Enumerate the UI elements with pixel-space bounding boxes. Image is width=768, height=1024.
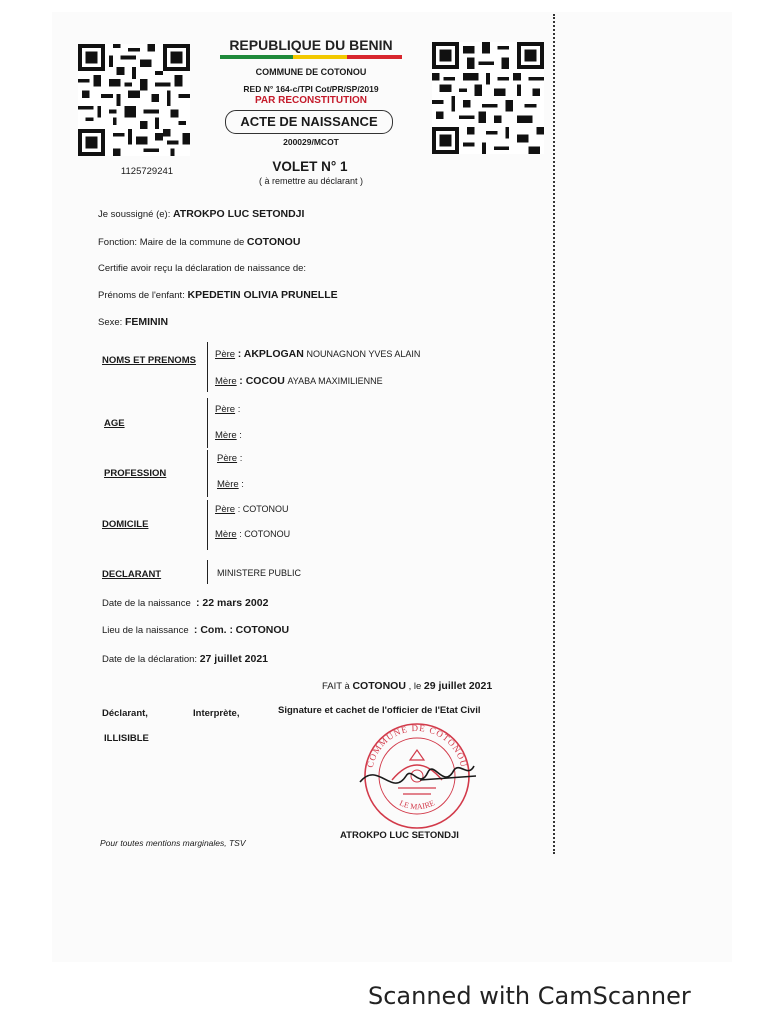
domicile-mother-label: Mère xyxy=(215,529,237,540)
profession-mother-value: : xyxy=(241,479,244,490)
fait-sep: , le xyxy=(408,681,422,692)
flag-stripe xyxy=(220,55,402,59)
names-mother-row: Mère : COCOU AYABA MAXIMILIENNE xyxy=(215,375,383,387)
domicile-mother-row xyxy=(215,529,290,540)
age-father-value: : xyxy=(237,404,241,415)
age-mother-value: : xyxy=(239,430,242,441)
marginal-note: Pour toutes mentions marginales, TSV xyxy=(100,838,246,848)
act-number: 200029/MCOT xyxy=(283,137,339,147)
domicile-bracket xyxy=(207,500,208,550)
names-father-surname: AKPLOGAN xyxy=(243,348,304,360)
function-label: Fonction: Maire de la commune de xyxy=(98,237,245,248)
function-row xyxy=(98,236,300,248)
names-father-given: NOUNAGNON YVES ALAIN xyxy=(306,349,421,359)
child-value: KPEDETIN OLIVIA PRUNELLE xyxy=(187,289,338,301)
seal-ring-text-top: COMMUNE DE COTONOU xyxy=(364,722,470,769)
domicile-mother-value: : COTONOU xyxy=(239,529,291,539)
perforation-line xyxy=(553,14,555,854)
age-father-row xyxy=(215,404,240,415)
birth-place-prefix: : Com. : xyxy=(193,624,233,636)
act-title: ACTE DE NAISSANCE xyxy=(240,114,378,129)
svg-text:COMMUNE DE COTONOU xyxy=(365,723,469,769)
volet-title: VOLET N° 1 xyxy=(272,159,348,174)
age-father-label: Père xyxy=(215,404,236,415)
scanner-watermark: Scanned with CamScanner xyxy=(368,982,691,1010)
profession-mother-label: Mère xyxy=(217,479,239,490)
left-qr-number: 1125729241 xyxy=(120,166,174,177)
profession-mother-row xyxy=(217,479,244,490)
profession-father-label: Père xyxy=(217,453,238,464)
birth-date-label: Date de la naissance xyxy=(102,598,191,609)
reconstitution-label: PAR RECONSTITUTION xyxy=(254,95,368,106)
profession-bracket xyxy=(207,450,208,497)
names-father-label: Père xyxy=(215,349,236,360)
sex-value: FEMININ xyxy=(124,316,169,328)
names-section-label: NOMS ET PRENOMS xyxy=(102,355,196,366)
official-seal xyxy=(358,720,476,835)
age-mother-row xyxy=(215,430,242,441)
profession-section-label: PROFESSION xyxy=(104,468,167,479)
declaration-date-label: Date de la déclaration: xyxy=(102,654,198,665)
officer-signature-label: Signature et cachet de l'officier de l'Etat Civil xyxy=(278,705,481,716)
interpreter-label: Interprète, xyxy=(193,708,240,719)
age-section-label: AGE xyxy=(104,418,125,429)
declarant-value: MINISTERE PUBLIC xyxy=(217,568,302,578)
birth-place-value: COTONOU xyxy=(235,624,290,636)
illisible-label: ILLISIBLE xyxy=(104,733,149,744)
qr-code-right xyxy=(432,42,544,154)
names-bracket xyxy=(207,342,208,392)
undersigned-value: ATROKPO LUC SETONDJI xyxy=(172,208,305,220)
fait-label: FAIT à xyxy=(322,681,350,692)
birth-date-row xyxy=(102,597,268,609)
birth-place-label: Lieu de la naissance xyxy=(102,625,189,636)
certifies-text: Certifie avoir reçu la déclaration de naissance de: xyxy=(98,263,307,274)
reference-number: RED N° 164-c/TPI Cot/PR/SP/2019 xyxy=(243,84,379,94)
domicile-father-row xyxy=(215,504,289,515)
officer-name: ATROKPO LUC SETONDJI xyxy=(340,830,459,841)
names-mother-given: AYABA MAXIMILIENNE xyxy=(287,376,383,386)
act-title-box xyxy=(225,110,393,134)
domicile-father-value: : COTONOU xyxy=(237,504,289,514)
names-mother-label: Mère xyxy=(215,376,237,387)
fait-place: COTONOU xyxy=(352,680,406,692)
svg-text:LE MAIRE xyxy=(398,798,436,811)
fait-date: 29 juillet 2021 xyxy=(423,680,493,692)
declarant-bracket xyxy=(207,560,208,584)
function-value: COTONOU xyxy=(246,236,301,248)
qr-code-left xyxy=(78,42,190,158)
names-father-row: Père : AKPLOGAN NOUNAGNON YVES ALAIN xyxy=(215,348,421,360)
child-label: Prénoms de l'enfant: xyxy=(98,290,185,301)
birth-date-value: : 22 mars 2002 xyxy=(196,597,269,609)
commune-title: COMMUNE DE COTONOU xyxy=(255,67,367,77)
country-title: REPUBLIQUE DU BENIN xyxy=(229,37,393,53)
declaration-date-row xyxy=(102,653,268,665)
domicile-section-label: DOMICILE xyxy=(102,519,149,530)
domicile-father-label: Père xyxy=(215,504,236,515)
fait-row xyxy=(322,680,492,692)
declaration-date-value: 27 juillet 2021 xyxy=(199,653,268,665)
child-row xyxy=(98,289,338,301)
profession-father-value: : xyxy=(239,453,243,464)
seal-ring-text-bottom: LE MAIRE xyxy=(398,798,436,812)
undersigned-label: Je soussigné (e): xyxy=(98,209,171,220)
age-mother-label: Mère xyxy=(215,430,237,441)
undersigned-row xyxy=(98,208,304,220)
profession-father-row xyxy=(217,453,242,464)
age-bracket xyxy=(207,398,208,448)
birth-place-row xyxy=(102,624,289,636)
sex-label: Sexe: xyxy=(98,317,123,328)
sex-row xyxy=(98,316,168,328)
names-mother-surname: COCOU xyxy=(245,375,285,387)
declarant-section-label: DECLARANT xyxy=(102,569,162,580)
volet-note: ( à remettre au déclarant ) xyxy=(258,176,364,186)
handwritten-signature xyxy=(360,766,476,783)
declarant-signature-label: Déclarant, xyxy=(102,708,148,719)
